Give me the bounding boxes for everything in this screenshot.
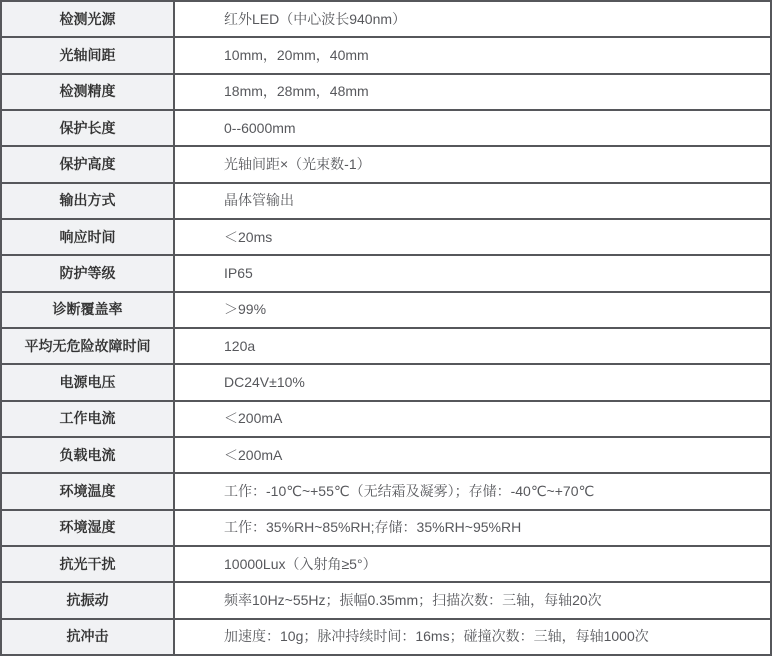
table-row: [2, 545, 770, 581]
spec-value-cell: 频率10Hz~55Hz；振幅0.35mm；扫描次数：三轴，每轴20次: [224, 592, 602, 609]
spec-value-cell: 加速度：10g；脉冲持续时间：16ms；碰撞次数：三轴，每轴1000次: [224, 628, 649, 645]
spec-label-cell: 工作电流: [2, 402, 175, 436]
spec-label-cell: 电源电压: [2, 365, 175, 399]
table-row: [2, 618, 770, 654]
spec-value-cell: 10mm，20mm，40mm: [224, 47, 369, 64]
spec-value-cell: ＜20ms: [224, 228, 273, 245]
table-row: [2, 363, 770, 399]
spec-value-cell: 光轴间距×（光束数-1）: [224, 156, 371, 173]
spec-label-cell: 响应时间: [2, 220, 175, 254]
spec-value-cell: 红外LED（中心波长940nm）: [224, 10, 407, 27]
spec-value-cell: 晶体管输出: [224, 192, 294, 209]
spec-label-cell: 诊断覆盖率: [2, 293, 175, 327]
spec-value-cell: 120a: [224, 337, 256, 354]
spec-label-cell: 保护高度: [2, 147, 175, 181]
spec-label-cell: 平均无危险故障时间: [2, 329, 175, 363]
spec-value-cell: ＞99%: [224, 301, 267, 318]
spec-label-cell: 检测光源: [2, 2, 175, 36]
table-row: [2, 327, 770, 363]
spec-label-cell: 检测精度: [2, 75, 175, 109]
spec-value-cell: DC24V±10%: [224, 374, 305, 391]
spec-value-cell: IP65: [224, 265, 253, 282]
spec-value-cell: 0--6000mm: [224, 119, 296, 136]
spec-label-cell: 负载电流: [2, 438, 175, 472]
table-row: [2, 73, 770, 109]
table-row: [2, 509, 770, 545]
table-row: [2, 472, 770, 508]
spec-label-cell: 光轴间距: [2, 38, 175, 72]
table-row: [2, 436, 770, 472]
table-row: [2, 254, 770, 290]
spec-label-cell: 防护等级: [2, 256, 175, 290]
table-row: [2, 218, 770, 254]
table-row: [2, 2, 770, 36]
spec-value-cell: ＜200mA: [224, 446, 283, 463]
spec-label-cell: 输出方式: [2, 184, 175, 218]
spec-value-cell: 18mm，28mm，48mm: [224, 83, 369, 100]
spec-value-cell: ＜200mA: [224, 410, 283, 427]
spec-value-cell: 工作：35%RH~85%RH;存储：35%RH~95%RH: [224, 519, 522, 536]
table-row: [2, 291, 770, 327]
table-row: [2, 36, 770, 72]
spec-label-cell: 保护长度: [2, 111, 175, 145]
table-row: [2, 581, 770, 617]
spec-label-cell: 抗振动: [2, 583, 175, 617]
spec-label-cell: 抗光干扰: [2, 547, 175, 581]
spec-label-cell: 抗冲击: [2, 620, 175, 654]
table-row: [2, 182, 770, 218]
spec-value-cell: 工作：-10℃~+55℃（无结霜及凝雾）；存储：-40℃~+70℃: [224, 483, 595, 500]
table-row: [2, 145, 770, 181]
table-row: [2, 109, 770, 145]
spec-label-cell: 环境温度: [2, 474, 175, 508]
spec-value-cell: 10000Lux（入射角≥5°）: [224, 555, 377, 572]
spec-label-cell: 环境湿度: [2, 511, 175, 545]
table-row: [2, 400, 770, 436]
